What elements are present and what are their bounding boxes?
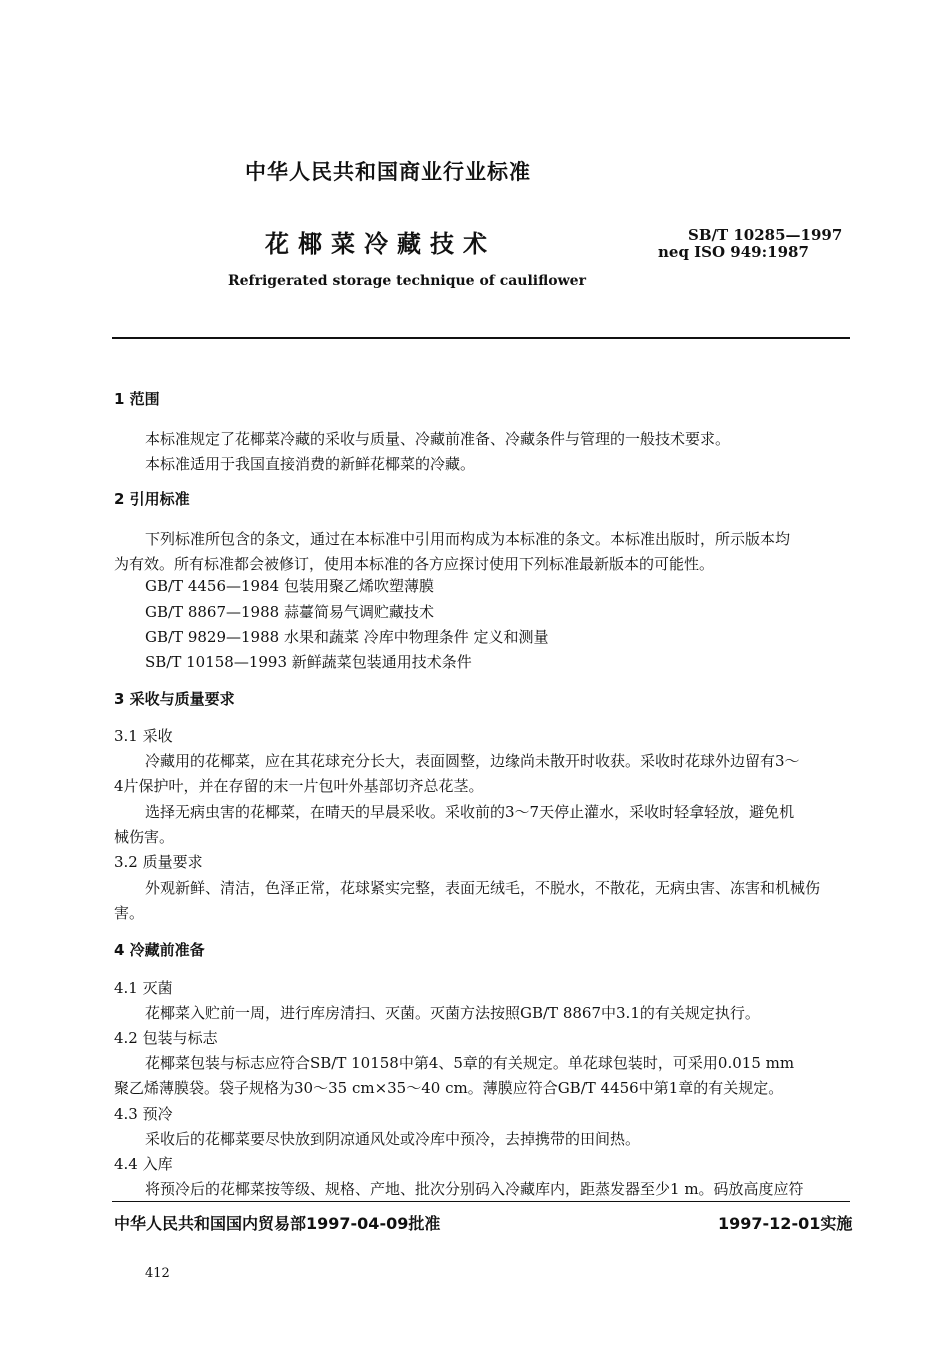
subsection-heading: 4.3 预冷 [114, 1105, 173, 1123]
subsection-heading: 4.2 包装与标志 [114, 1029, 218, 1047]
section-heading-preparation: 4 冷藏前准备 [114, 941, 205, 959]
paragraph: 4片保护叶，并在存留的末一片包叶外基部切齐总花茎。 [114, 777, 484, 795]
reference-item: GB/T 9829—1988 水果和蔬菜 冷库中物理条件 定义和测量 [145, 628, 549, 646]
subsection-heading: 3.1 采收 [114, 727, 173, 745]
implementation-date: 1997-12-01实施 [718, 1214, 853, 1233]
paragraph: 械伤害。 [114, 828, 175, 846]
reference-item: GB/T 8867—1988 蒜薹简易气调贮藏技术 [145, 603, 434, 621]
page-number: 412 [145, 1266, 170, 1281]
section-heading-scope: 1 范围 [114, 390, 160, 408]
paragraph: 选择无病虫害的花椰菜，在晴天的早晨采收。采收前的3～7天停止灌水，采收时轻拿轻放，避免机 [145, 803, 795, 821]
document-title-cn: 花椰菜冷藏技术 [265, 230, 496, 258]
paragraph: 花椰菜包装与标志应符合SB/T 10158中第4、5章的有关规定。单花球包装时，可采用0.015 mm [145, 1054, 795, 1072]
header-divider [112, 337, 850, 339]
paragraph: 本标准规定了花椰菜冷藏的采收与质量、冷藏前准备、冷藏条件与管理的一般技术要求。 [145, 430, 731, 448]
reference-item: SB/T 10158—1993 新鲜蔬菜包装通用技术条件 [145, 653, 472, 671]
subsection-heading: 3.2 质量要求 [114, 853, 203, 871]
approval-statement: 中华人民共和国国内贸易部1997-04-09批准 [114, 1214, 441, 1233]
subsection-heading: 4.1 灭菌 [114, 979, 173, 997]
standard-code: SB/T 10285—1997 [688, 226, 843, 244]
document-title-en: Refrigerated storage technique of cauliflower [228, 273, 586, 289]
footer-divider [112, 1201, 850, 1202]
paragraph: 外观新鲜、清洁，色泽正常，花球紧实完整，表面无绒毛，不脱水，不散花，无病虫害、冻害和机械伤 [145, 879, 821, 897]
paragraph: 冷藏用的花椰菜，应在其花球充分长大，表面圆整，边缘尚未散开时收获。采收时花球外边留有3～ [145, 752, 800, 770]
section-heading-references: 2 引用标准 [114, 490, 190, 508]
section-heading-harvest: 3 采收与质量要求 [114, 690, 235, 708]
paragraph: 采收后的花椰菜要尽快放到阴凉通风处或冷库中预冷，去掉携带的田间热。 [145, 1130, 641, 1148]
paragraph: 害。 [114, 904, 145, 922]
subsection-heading: 4.4 入库 [114, 1155, 173, 1173]
equivalence-code: neq ISO 949:1987 [658, 243, 809, 261]
paragraph: 本标准适用于我国直接消费的新鲜花椰菜的冷藏。 [145, 455, 476, 473]
paragraph: 下列标准所包含的条文，通过在本标准中引用而构成为本标准的条文。本标准出版时，所示版本均 [145, 530, 791, 548]
reference-item: GB/T 4456—1984 包装用聚乙烯吹塑薄膜 [145, 577, 434, 595]
paragraph: 为有效。所有标准都会被修订，使用本标准的各方应探讨使用下列标准最新版本的可能性。 [114, 555, 715, 573]
paragraph: 花椰菜入贮前一周，进行库房清扫、灭菌。灭菌方法按照GB/T 8867中3.1的有关规定执行。 [145, 1004, 760, 1022]
issuing-organization: 中华人民共和国商业行业标准 [245, 160, 531, 184]
paragraph: 将预冷后的花椰菜按等级、规格、产地、批次分别码入冷藏库内，距蒸发器至少1 m。码放高度应符 [145, 1180, 804, 1198]
paragraph: 聚乙烯薄膜袋。袋子规格为30～35 cm×35～40 cm。薄膜应符合GB/T 4456中第1章的有关规定。 [114, 1079, 784, 1097]
